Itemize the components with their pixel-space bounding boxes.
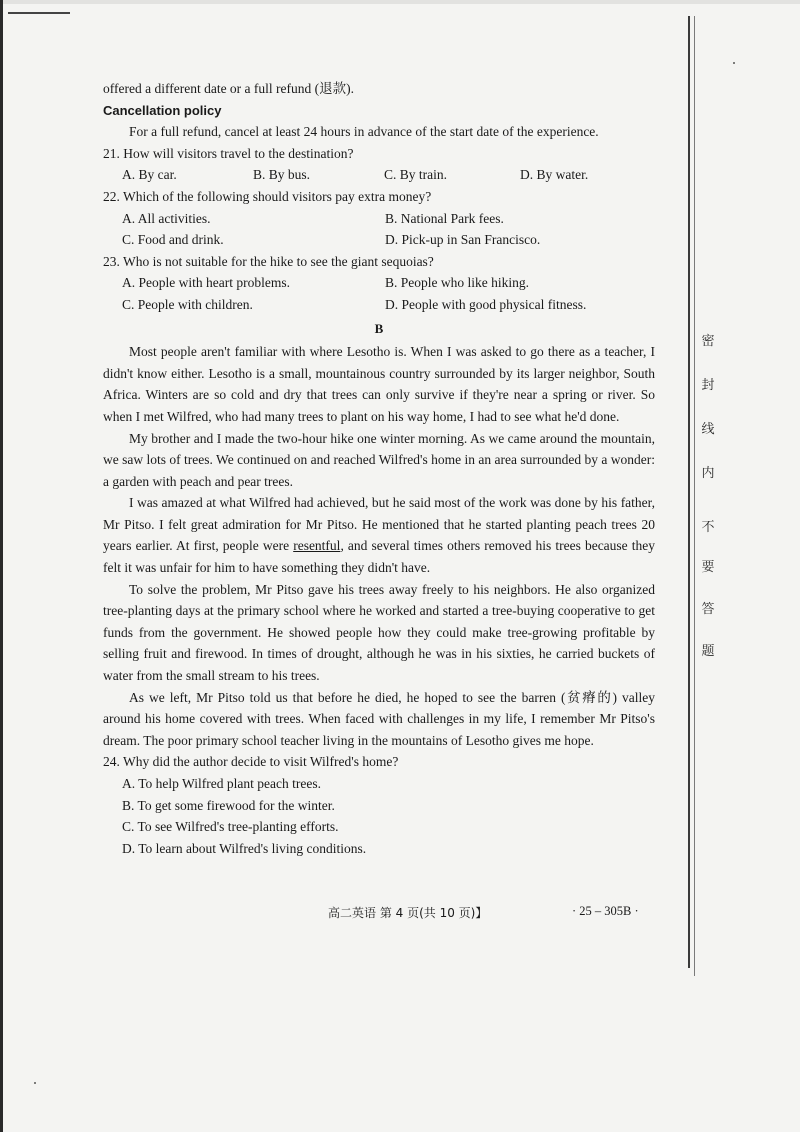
option-a[interactable]: A. People with heart problems.: [122, 275, 290, 291]
option-d[interactable]: D. To learn about Wilfred's living conditions.: [122, 840, 367, 856]
scan-shadow-edge: [0, 0, 3, 1132]
binding-char: 线: [701, 422, 715, 437]
question-stem: 24. Why did the author decide to visit Wilfred's home?: [103, 754, 399, 770]
option-d[interactable]: D. By water.: [520, 167, 589, 183]
exam-content: [103, 78, 655, 859]
passage-b-paragraph-4: To solve the problem, Mr Pitso gave his trees away freely to his neighbors. He also organized tree-planting days at the primary school where he worked and started a tree-buying cooperative to get funds from the government. He showed people how they could make tree-growing profitable by selling fruit and firewood. In times of drought, although he was in his sixties, he carried buckets of water from the small stream to his trees.: [103, 581, 655, 684]
option-a[interactable]: A. To help Wilfred plant peach trees.: [122, 776, 321, 791]
question-stem: 21. How will visitors travel to the destination?: [103, 145, 354, 161]
scan-mark: [8, 12, 70, 14]
option-b[interactable]: B. To get some firewood for the winter.: [122, 797, 335, 813]
binding-char: 不: [701, 520, 715, 535]
binding-char: 答: [701, 602, 715, 617]
passage-b-paragraph-1: Most people aren't familiar with where Lesotho is. When I was asked to go there as a teacher, I didn't know either. Lesotho is a small, mountainous country surrounded by its larger neighbor, South Africa. Winters are so cold and dry that trees can only survive if they're near a spring or river. So when I met Wilfred, who had many trees to plant on his way home, I had to see what he'd done.: [103, 344, 655, 424]
paragraph-text: , and several times others removed his trees because they felt it was unfair for him to have something they didn't have.: [103, 538, 655, 576]
question-stem: 23. Who is not suitable for the hike to see the giant sequoias?: [103, 253, 434, 269]
paragraph-text: I was amazed at what Wilfred had achieved, but he said most of the work was done by his father, Mr Pitso. I felt great admiration for Mr Pitso. He mentioned that he started planting peach trees 20 years earlier. At first, people were: [103, 495, 655, 554]
page-number-label: 高二英语 第 4 页(共 10 页)】: [328, 906, 488, 920]
option-c[interactable]: C. To see Wilfred's tree-planting efforts.: [122, 819, 339, 835]
option-a[interactable]: A. By car.: [122, 167, 177, 183]
cancellation-policy-heading: Cancellation policy: [103, 102, 222, 118]
question-24: [103, 751, 655, 859]
question-22: [103, 186, 655, 251]
option-c[interactable]: C. By train.: [384, 167, 447, 183]
question-options: [103, 208, 655, 251]
passage-a-tail-line: offered a different date or a full refund (退款).: [103, 81, 355, 96]
section-b-label: B: [374, 320, 384, 336]
option-d[interactable]: D. Pick-up in San Francisco.: [385, 232, 541, 248]
question-options: [103, 164, 655, 186]
binding-char: 要: [701, 560, 715, 575]
binding-char: 内: [701, 466, 715, 481]
option-b[interactable]: B. People who like hiking.: [385, 275, 529, 291]
option-a[interactable]: A. All activities.: [122, 210, 211, 226]
binding-char: 题: [701, 644, 715, 659]
option-d[interactable]: D. People with good physical fitness.: [385, 296, 587, 312]
option-c[interactable]: C. People with children.: [122, 296, 253, 312]
exam-code: · 25 – 305B ·: [572, 904, 639, 918]
question-21: [103, 143, 655, 186]
passage-b-paragraph-5: As we left, Mr Pitso told us that before he died, he hoped to see the barren (贫瘠的) valley around his home covered with trees. When faced with challenges in my life, I remember Mr Pitso's dream. The poor primary school teacher living in the mountains of Lesotho gives me hope.: [103, 689, 655, 748]
binding-char: 密: [701, 334, 715, 349]
binding-char: 封: [701, 378, 715, 393]
passage-b-paragraph-2: My brother and I made the two-hour hike one winter morning. As we came around the mountain, we saw lots of trees. We continued on and reached Wilfred's home in an area surrounded by a wonder: a garden with peach and pear trees.: [103, 430, 655, 489]
page-footer: [0, 904, 800, 926]
scan-speck: [733, 62, 735, 64]
option-b[interactable]: B. By bus.: [253, 167, 311, 183]
binding-rule: [688, 16, 690, 968]
passage-b-paragraph-3: [103, 492, 655, 578]
question-options: [103, 272, 655, 315]
option-c[interactable]: C. Food and drink.: [122, 232, 224, 248]
question-23: [103, 251, 655, 316]
underlined-word: resentful: [293, 538, 341, 554]
scan-top-edge: [3, 0, 800, 4]
cancellation-policy-text: For a full refund, cancel at least 24 hours in advance of the start date of the experience.: [129, 124, 599, 140]
option-b[interactable]: B. National Park fees.: [385, 210, 504, 226]
scan-speck: [34, 1082, 36, 1084]
question-stem: 22. Which of the following should visitors pay extra money?: [103, 188, 432, 204]
binding-rule-inner: [694, 16, 695, 976]
